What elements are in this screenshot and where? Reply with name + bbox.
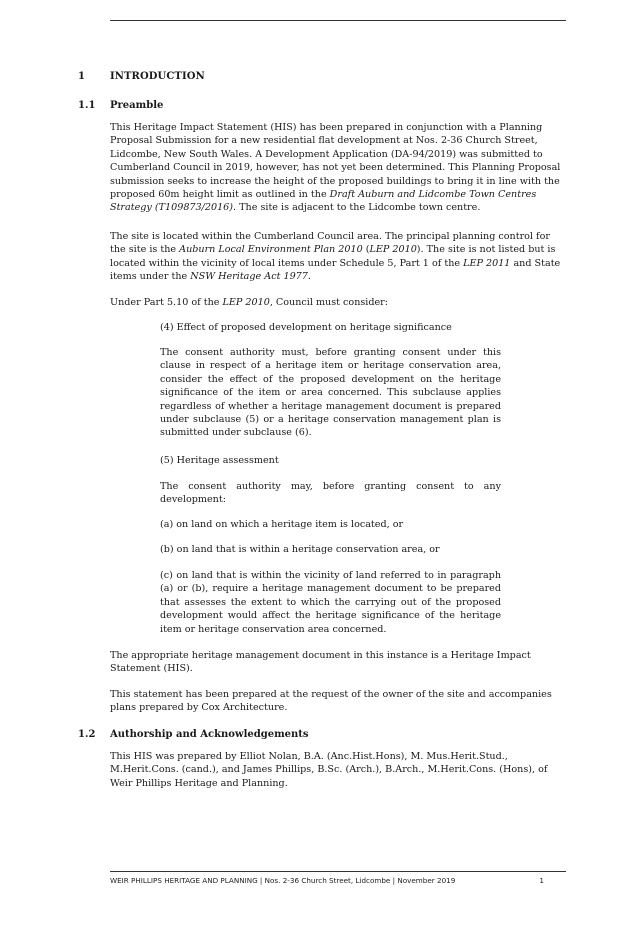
text-run: ( bbox=[362, 244, 370, 256]
italic-run: Auburn Local Environment Plan 2010 bbox=[179, 244, 363, 256]
text-run: . bbox=[307, 271, 311, 283]
text-run: This Heritage Impact Statement (HIS) has been prepared in conjunction with a Planning Proposal Submission for a new residential flat development at Nos. 2-36 Church Street, Lidcombe, New South Wales. A Development Application (DA-94/2019) was submitted to Cumberland Council in 2019, however, has not yet been determined. This Planning Proposal submission seeks to increase the height of the proposed buildings to bring it in line with the proposed 60m height limit as outlined in the bbox=[110, 122, 561, 201]
quote-clause-5-body: The consent authority may, before granting consent to any development: bbox=[160, 481, 501, 506]
italic-run: LEP 2010 bbox=[369, 244, 417, 256]
page-footer bbox=[110, 876, 566, 885]
paragraph-his-document: The appropriate heritage management document in this instance is a Heritage Impact Statement (HIS). bbox=[110, 650, 531, 675]
text-run: ). The site is not listed but is located within the vicinity of local items under Schedule 5, Part 1 of the bbox=[110, 244, 556, 269]
italic-run: Draft Auburn and Lidcombe Town Centres Strategy (T109873/2016) bbox=[110, 189, 537, 214]
italic-run: NSW Heritage Act 1977 bbox=[190, 271, 308, 283]
italic-run: LEP 2010 bbox=[222, 297, 270, 308]
italic-run: LEP 2011 bbox=[463, 257, 511, 269]
footer-text: WEIR PHILLIPS HERITAGE AND PLANNING | Nos. 2-36 Church Street, Lidcombe | November 2019 bbox=[110, 876, 456, 885]
subsection-heading-authorship bbox=[78, 729, 309, 740]
text-run: , Council must consider: bbox=[269, 297, 389, 308]
preamble-paragraph-3 bbox=[110, 296, 566, 309]
subsection-number: 1.1 bbox=[78, 100, 96, 111]
section-title: INTRODUCTION bbox=[110, 71, 205, 82]
text-run: The site is located within the Cumberland Council area. The principal planning control for the site is the bbox=[110, 231, 550, 256]
footer-rule bbox=[110, 871, 566, 872]
subsection-heading-preamble bbox=[78, 100, 163, 111]
quote-item-a: (a) on land on which a heritage item is located, or bbox=[160, 519, 404, 530]
subsection-title: Authorship and Acknowledgements bbox=[110, 729, 309, 740]
paragraph-request-owner: This statement has been prepared at the request of the owner of the site and accompanies plans prepared by Cox Architecture. bbox=[110, 689, 552, 714]
text-run: Under Part 5.10 of the bbox=[110, 297, 223, 308]
preamble-paragraph-1 bbox=[110, 121, 566, 215]
section-number: 1 bbox=[78, 71, 86, 82]
preamble-paragraph-2 bbox=[110, 230, 566, 284]
text-run: . The site is adjacent to the Lidcombe town centre. bbox=[233, 202, 481, 214]
section-heading-introduction bbox=[78, 71, 205, 82]
text-run: and State items under the bbox=[110, 257, 561, 283]
page-number: 1 bbox=[539, 876, 544, 885]
header-rule bbox=[110, 20, 566, 21]
quote-clause-5-heading: (5) Heritage assessment bbox=[160, 455, 279, 466]
quote-item-c: (c) on land that is within the vicinity of land referred to in paragraph (a) or (b), require a heritage management document to be prepared that assesses the extent to which the carrying out of the proposed development would affect the heritage significance of the heritage item or heritage conservation area concerned. bbox=[160, 570, 501, 635]
quote-item-b: (b) on land that is within a heritage conservation area, or bbox=[160, 544, 440, 555]
quote-clause-4-heading: (4) Effect of proposed development on heritage significance bbox=[160, 322, 452, 333]
quote-clause-4-body: The consent authority must, before granting consent under this clause in respect of a heritage item or heritage conservation area, consider the effect of the proposed development on the heritage significance of the item or area concerned. This subclause applies regardless of whether a heritage management document is prepared under subclause (5) or a heritage conservation management plan is submitted under subclause (6). bbox=[160, 347, 501, 439]
subsection-number: 1.2 bbox=[78, 729, 96, 740]
authorship-paragraph: This HIS was prepared by Elliot Nolan, B.A. (Anc.Hist.Hons), M. Mus.Herit.Stud., M.Herit.Cons. (cand.), and James Phillips, B.Sc. (Arch.), B.Arch., M.Herit.Cons. (Hons), of Weir Phillips Heritage and Planning. bbox=[110, 751, 548, 789]
subsection-title: Preamble bbox=[110, 100, 164, 111]
